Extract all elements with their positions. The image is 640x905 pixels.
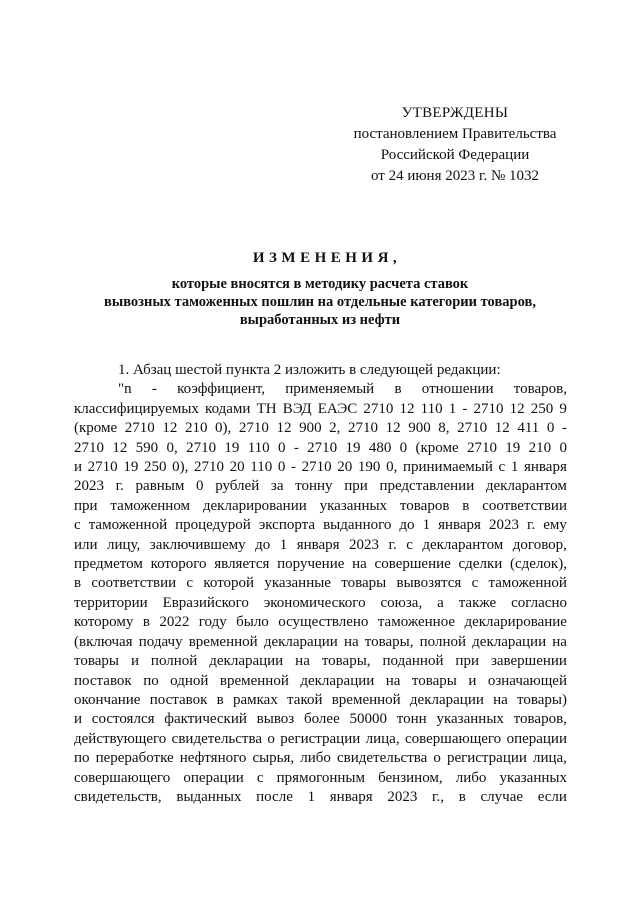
paragraph-line: 1. Абзац шестой пункта 2 изложить в следующей редакции:	[118, 362, 501, 378]
paragraph-line: 2023 г. равным 0 рублей за тонну при представлении декларантом	[74, 478, 567, 495]
paragraph-line: (кроме 2710 12 210 0), 2710 12 900 2, 2710 12 900 8, 2710 12 411 0 -	[74, 420, 567, 437]
approval-stamp	[340, 103, 570, 187]
paragraph-line: совершающего операции с прямогонным бензином, либо указанных	[74, 769, 567, 786]
paragraph-line: предметом которого является поручение на совершение сделки (сделок),	[74, 556, 567, 573]
paragraph-line: при таможенном декларировании указанных товаров в соответствии	[74, 497, 567, 514]
approval-line-date: от 24 июня 2023 г. № 1032	[370, 168, 540, 184]
paragraph-line: (включая подачу временной декларации на товары, полной декларации на	[74, 633, 567, 650]
paragraph-line: окончание поставок в рамках такой временной декларации на товары)	[74, 691, 567, 708]
paragraph-line: и 2710 19 250 0), 2710 20 110 0 - 2710 20 190 0, принимаемый с 1 января	[74, 459, 567, 476]
paragraph-line: с таможенной процедурой экспорта выданного до 1 января 2023 г. ему	[74, 517, 567, 534]
paragraph-line: и состоялся фактический вывоз более 50000 тонн указанных товаров,	[74, 711, 567, 728]
subtitle-line: которые вносятся в методику расчета ставок	[171, 276, 469, 292]
document-subtitle	[60, 275, 580, 329]
paragraph-line: поставок по одной временной декларации на товары и означающей	[74, 672, 567, 689]
approval-line-decree: постановлением Правительства	[353, 126, 557, 142]
approval-line-government: Российской Федерации	[380, 147, 530, 163]
paragraph-line: свидетельств, выданных после 1 января 2023 г., в случае если	[74, 788, 567, 805]
paragraph-line: территории Евразийского экономического союза, а также согласно	[74, 594, 567, 611]
paragraph-line: или лицу, заключившему до 1 января 2023 г. с декларантом договор,	[74, 536, 567, 553]
paragraph-line: по переработке нефтяного сырья, либо свидетельства о регистрации лица,	[74, 750, 567, 767]
document-title: ИЗМЕНЕНИЯ,	[252, 250, 402, 266]
paragraph-line: "n - коэффициент, применяемый в отношении товаров,	[118, 381, 567, 398]
paragraph-line: действующего свидетельства о регистрации лица, совершающего операции	[74, 730, 567, 747]
paragraph-line: 2710 12 590 0, 2710 19 110 0 - 2710 19 480 0 (кроме 2710 19 210 0	[74, 439, 567, 456]
approval-title: УТВЕРЖДЕНЫ	[401, 105, 509, 121]
document-body	[74, 361, 567, 807]
paragraph-line: которому в 2022 году было осуществлено таможенное декларирование	[74, 614, 567, 631]
subtitle-line: вывозных таможенных пошлин на отдельные категории товаров,	[104, 294, 536, 310]
subtitle-line: выработанных из нефти	[239, 312, 401, 328]
paragraph-line: в соответствии с которой указанные товары вывозятся с таможенной	[74, 575, 567, 592]
paragraph-line: товары и полной декларации на товары, поданной при завершении	[74, 653, 567, 670]
paragraph-line: классифицируемых кодами ТН ВЭД ЕАЭС 2710 12 110 1 - 2710 12 250 9	[74, 400, 567, 417]
